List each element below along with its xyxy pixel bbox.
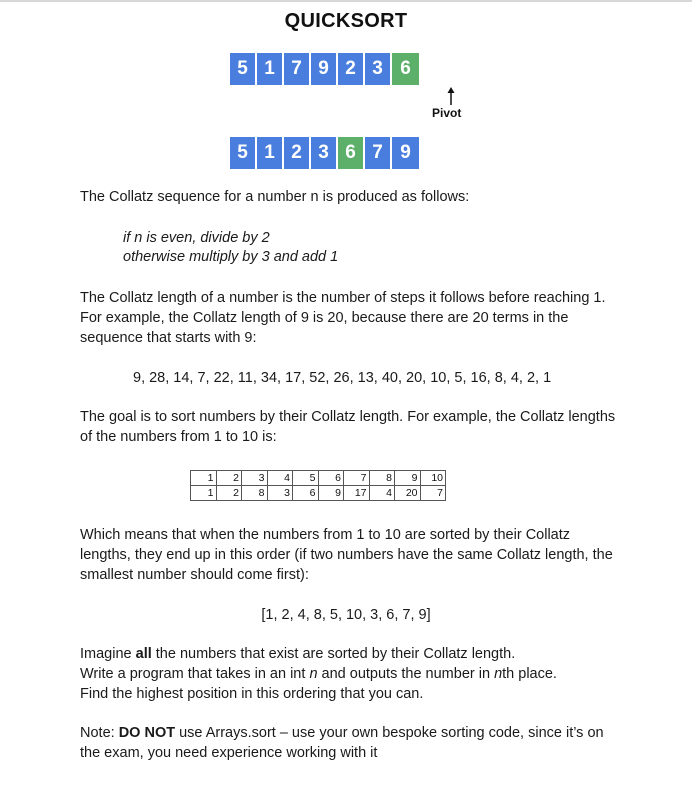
task-text: Imagine: [80, 646, 136, 662]
table-cell-number: 5: [293, 471, 319, 486]
task-line-write: [80, 664, 640, 684]
task-text: th place.: [502, 666, 557, 682]
array-cell: 9: [392, 137, 419, 169]
goal-paragraph: The goal is to sort numbers by their Collatz length. For example, the Collatz lengths of the numbers from 1 to 10 is:: [80, 409, 616, 445]
table-cell-number: 4: [267, 471, 293, 486]
task-line-find: Find the highest position in this ordering that you can.: [80, 686, 424, 702]
task-emphasis: all: [135, 646, 152, 662]
array-after-partition: [230, 137, 419, 169]
task-line-imagine: [80, 644, 640, 664]
table-cell-length: 3: [267, 486, 293, 501]
table-cell-number: 10: [420, 471, 446, 486]
table-cell-number: 7: [344, 471, 370, 486]
array-cell: 1: [257, 53, 284, 85]
collatz-length-table: [190, 470, 446, 501]
table-cell-length: 2: [216, 486, 242, 501]
note-emphasis: DO NOT: [118, 725, 176, 741]
table-cell-number: 6: [318, 471, 344, 486]
note-text: Note:: [80, 725, 119, 741]
array-cell: 1: [257, 137, 284, 169]
table-row-numbers: [191, 471, 446, 486]
task-text: the numbers that exist are sorted by their Collatz length.: [151, 646, 516, 662]
table-cell-number: 1: [191, 471, 217, 486]
page-top-border: [0, 0, 692, 2]
sorted-order-paragraph: Which means that when the numbers from 1 to 10 are sorted by their Collatz lengths, they end up in this order (if two numbers have the same Collatz length, the smallest number should come first):: [80, 527, 613, 583]
intro-paragraph: The Collatz sequence for a number n is produced as follows:: [80, 189, 470, 205]
array-cell: 2: [284, 137, 311, 169]
table-cell-length: 4: [369, 486, 395, 501]
table-cell-number: 9: [395, 471, 421, 486]
table-cell-length: 20: [395, 486, 421, 501]
table-cell-length: 17: [344, 486, 370, 501]
task-variable: n: [494, 666, 503, 682]
note-text: use Arrays.sort – use your own bespoke sorting code, since it’s on the exam, you need experience working with it: [80, 725, 604, 761]
pivot-arrow-icon: [445, 87, 457, 105]
array-cell: 7: [284, 53, 311, 85]
table-cell-length: 9: [318, 486, 344, 501]
array-before-partition: [230, 53, 419, 85]
array-cell: 9: [311, 53, 338, 85]
task-variable: n: [309, 666, 318, 682]
table-cell-length: 1: [191, 486, 217, 501]
pivot-cell: 6: [338, 137, 365, 169]
page-title: QUICKSORT: [284, 10, 408, 32]
array-cell: 2: [338, 53, 365, 85]
rule-odd: otherwise multiply by 3 and add 1: [123, 249, 339, 265]
task-text: Write a program that takes in an int: [80, 666, 310, 682]
array-cell: 3: [311, 137, 338, 169]
rule-even: if n is even, divide by 2: [123, 230, 270, 246]
array-cell: 5: [230, 137, 257, 169]
table-cell-length: 6: [293, 486, 319, 501]
array-cell: 7: [365, 137, 392, 169]
table-cell-number: 2: [216, 471, 242, 486]
table-cell-number: 3: [242, 471, 268, 486]
table-cell-length: 8: [242, 486, 268, 501]
table-cell-length: 7: [420, 486, 446, 501]
array-cell: 5: [230, 53, 257, 85]
task-paragraph: [80, 644, 640, 704]
pivot-cell: 6: [392, 53, 419, 85]
note-paragraph: [80, 723, 620, 763]
table-row-lengths: [191, 486, 446, 501]
sorted-order-result: [1, 2, 4, 8, 5, 10, 3, 6, 7, 9]: [261, 607, 431, 623]
array-cell: 3: [365, 53, 392, 85]
collatz-sequence-example: 9, 28, 14, 7, 22, 11, 34, 17, 52, 26, 13, 40, 20, 10, 5, 16, 8, 4, 2, 1: [133, 370, 552, 386]
pivot-label: Pivot: [432, 106, 462, 120]
length-definition-paragraph: The Collatz length of a number is the number of steps it follows before reaching 1. For example, the Collatz length of 9 is 20, because there are 20 terms in the sequence that starts with 9:: [80, 290, 606, 346]
table-cell-number: 8: [369, 471, 395, 486]
task-text: and outputs the number in: [317, 666, 495, 682]
